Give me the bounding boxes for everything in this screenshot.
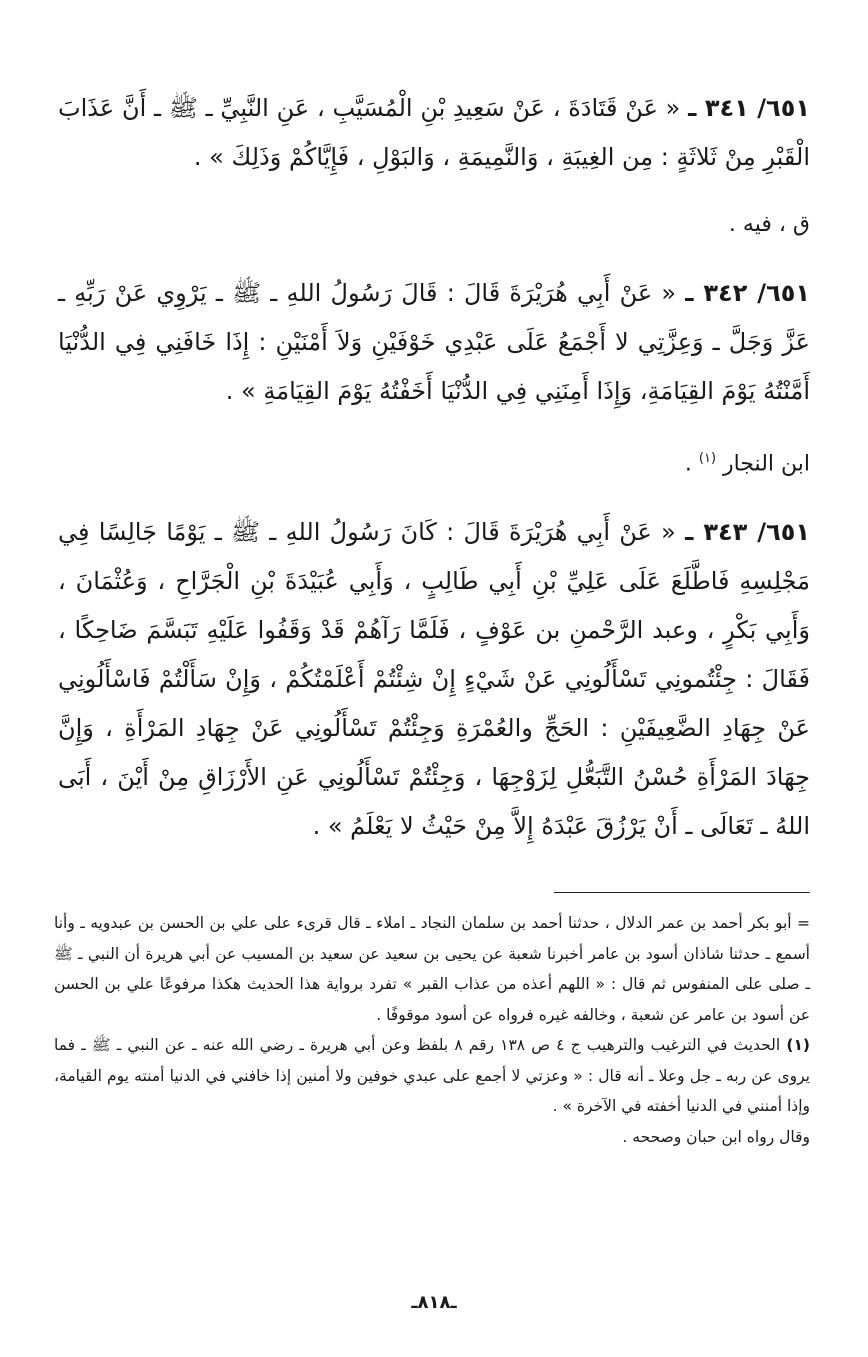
source-name: ابن النجار: [723, 451, 810, 477]
main-text: [58, 84, 810, 869]
hadith-text: « عَنْ قَتَادَةَ ، عَنْ سَعِيدِ بْنِ الْمُسَيَّبِ ، عَنِ النَّبِيِّ ـ ﷺ ـ أَنَّ عَذَابَ الْقَبْرِ مِنْ ثَلاثَةٍ : مِن الغِيبَةِ ، وَالنَّمِيمَةِ ، وَالبَوْلِ ، فَإِيَّاكُمْ وَذَلِكَ » .: [58, 94, 810, 171]
hadith-text: « عَنْ أَبِي هُرَيْرَةَ قَالَ : كَانَ رَسُولُ اللهِ ـ ﷺ ـ يَوْمًا جَالِسًا فِي مَجْلِسِهِ فَاطَّلَعَ عَلَى عَلِيِّ بْنِ أَبِي طَالِبٍ ، وَأَبِي عُبَيْدَةَ بْنِ الْجَرَّاحِ ، وَعُثْمَانَ ، وَأَبِي بَكْرٍ ، وعبد الرَّحْمنِ بن عَوْفٍ ، فَلَمَّا رَآهُمْ قَدْ وَقَفُوا عَلَيْهِ تَبَسَّمَ ضَاحِكًا ، فَقَالَ : جِئْتُمونِي تَسْأَلُونِي عَنْ شَيْءٍ إِنْ شِئْتُمْ أَعْلَمْتُكُمْ ، وَإِنْ سَأَلْتُمْ فَاسْأَلُونِي عَنْ جِهَادِ الضَّعِيفَيْنِ : الحَجِّ والعُمْرَةِ وَجِئْتُمْ تَسْأَلُونِي عَنْ جِهَادِ المَرْأَةِ ، وَإِنَّ جِهَادَ المَرْأَةِ حُسْنُ التَّبَعُّلِ لِزَوْجِهَا ، وَجِئْتُمْ تَسْأَلُونِي عَنِ الأَرْزَاقِ مِنْ أَيْنَ ، أَبَى اللهُ ـ تَعَالَى ـ أَنْ يَرْزُقَ عَبْدَهُ إِلاَّ مِنْ حَيْثُ لا يَعْلَمُ » .: [58, 518, 810, 841]
hadith-paragraph-342: [58, 269, 810, 416]
footnote-text: = أبو بكر أحمد بن عمر الدلال ، حدثنا أحمد بن سلمان النجاد ـ املاء ـ قال قرىء على علي بن الحسن بن عبدويه ـ وأنا أسمع ـ حدثنا شاذان أسود بن عامر أخبرنا شعبة عن يحيى بن سعيد عن سعيد بن المسيب عن أبي هريرة أن النبي ـ ﷺ ـ صلى على المنفوس ثم قال : « اللهم أعذه من عذاب القبر » تفرد برواية هذا الحديث هكذا مرفوعًا علي بن الحسن عن أسود بن عامر عن شعبة ، وخالفه غيره فرواه عن أسود موقوفًا .: [54, 914, 810, 1024]
footnote-1: [54, 1030, 810, 1122]
hadith-number: ٦٥١/ ٣٤٣ ـ: [685, 518, 811, 547]
footnotes-section: [54, 908, 810, 1152]
page-number: ـ٨١٨ـ: [411, 1292, 457, 1313]
hadith-number: ٦٥١/ ٣٤١ ـ: [688, 94, 810, 122]
footnote-marker: (١): [786, 1036, 810, 1054]
footnote-1-extra: وقال رواه ابن حبان وصححه .: [622, 1127, 810, 1146]
footnote-divider: [554, 892, 810, 893]
hadith-paragraph-341: [58, 84, 810, 182]
hadith-text: « عَنْ أَبِي هُرَيْرَةَ قَالَ : قَالَ رَسُولُ اللهِ ـ ﷺ ـ يَرْوِي عَنْ رَبِّهِ ـ عَزَّ وَجَلَّ ـ وَعِزَّتِي لا أَجْمَعُ عَلَى عَبْدِي خَوْفَيْنِ وَلاَ أَمْنَيْنِ : إِذَا خَافَنِي فِي الدُّنْيَا أَمَّنْتُهُ يَوْمَ القِيَامَةِ، وَإِذَا أَمِنَنِي فِي الدُّنْيَا أَخَفْتُهُ يَوْمَ القِيَامَةِ » .: [58, 279, 810, 405]
footnote-continuation: [54, 908, 810, 1030]
hadith-source: [58, 434, 810, 488]
hadith-source: ق ، فيه .: [728, 212, 810, 237]
source-end: .: [684, 451, 692, 477]
hadith-paragraph-343: [58, 508, 810, 851]
footnote-reference[interactable]: (١): [698, 451, 717, 466]
hadith-number: ٦٥١/ ٣٤٢ ـ: [685, 279, 811, 307]
footnote-text: الحديث في الترغيب والترهيب ج ٤ ص ١٣٨ رقم ٨ بلفظ وعن أبي هريرة ـ رضي الله عنه ـ عن النبي ـ ﷺ ـ فما يروى عن ربه ـ جل وعلا ـ أنه قال : « وعزتي لا أجمع على عبدي خوفين ولا أمنين إذا خافني في الدنيا أمنته يوم القيامة، وإذا أمنني في الدنيا أخفته في الآخرة » .: [54, 1036, 810, 1115]
